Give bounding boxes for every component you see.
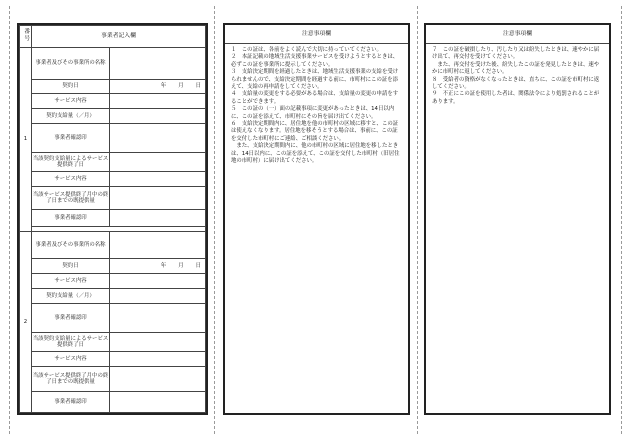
contract-amount-field[interactable] <box>110 288 206 303</box>
notes-panel-2 <box>424 23 611 415</box>
day-unit: 日 <box>195 263 201 270</box>
service-content-label: サービス内容 <box>32 94 110 109</box>
provided-amount-field[interactable] <box>110 366 206 391</box>
confirm-seal-label: 事業者確認印 <box>32 391 110 412</box>
day-unit: 日 <box>195 83 201 90</box>
note-item: ３ 支給決定期間を経過したときは、地域生活支援事業の支給を受けられませんので、支給決定期間を経過する前に、市町村にこの証を添えて、支給の再申請をしてください。 <box>231 69 399 91</box>
confirm-seal-field[interactable] <box>110 391 206 412</box>
provider-name-field[interactable] <box>110 48 206 80</box>
note-item: ８ 受給者の資格がなくなったときは、直ちに、この証を市町村に返してください。 <box>432 76 600 91</box>
contract-amount-label: 契約支給量（／月） <box>32 288 110 303</box>
fold-line-right <box>621 6 622 434</box>
entry-number: 1 <box>20 48 32 232</box>
fold-line-2 <box>417 6 418 434</box>
note-item: ５ この証の（一）面の記載事項に変更があったときは、14日以内に、この証を添えて、市町村にその旨を届け出てください。 <box>231 106 395 120</box>
contract-date-field[interactable] <box>110 259 206 274</box>
note-item: ６ 支給決定期間内に、居住地を他の市町村の区域に移すと、この証は使えなくなります。居住地を移そうとする場合は、事前に、この証を交付した市町村にご連絡、ご相談ください。 <box>231 121 399 142</box>
year-unit: 年 <box>160 263 167 270</box>
entry-number: 2 <box>20 232 32 413</box>
month-unit: 月 <box>178 83 184 90</box>
contract-amount-field[interactable] <box>110 109 206 124</box>
contract-date-label: 契約日 <box>32 259 110 274</box>
month-unit: 月 <box>178 263 184 270</box>
service-content-field[interactable] <box>110 94 206 109</box>
contract-date-field[interactable] <box>110 79 206 94</box>
service-content-label: サービス内容 <box>32 172 110 187</box>
confirm-seal-field[interactable] <box>110 209 206 226</box>
note-item: ７ この証を破損したり、汚したり又は紛失したときは、速やかに届け出て、再交付を受けてください。 <box>432 47 600 61</box>
confirm-seal-label: 事業者確認印 <box>32 303 110 332</box>
notes-panel-1 <box>223 23 410 415</box>
note-item: また、支給決定期間内に、他の市町村の区域に居住地を移したときは、14日以内に、この証を添えて、この証を交付した市町村（旧居住地の市町村）に届け出てください。 <box>231 143 400 165</box>
notes-list <box>426 44 609 106</box>
provider-entry-header: 事業者記入欄 <box>32 26 206 48</box>
confirm-seal-label: 事業者確認印 <box>32 209 110 226</box>
confirm-seal-field[interactable] <box>110 123 206 152</box>
note-item: ２ 本証記載の地域生活支援事業サービスを受けようとするときは、必ずこの証を事業所に提示してください。 <box>231 54 399 68</box>
provider-name-label: 事業者及びその事業所の名称 <box>32 48 110 80</box>
note-item: ９ 不正にこの証を使用した者は、関係法令により処罰されることがあります。 <box>432 91 600 105</box>
service-end-date-field[interactable] <box>110 332 206 351</box>
fold-line-left <box>9 6 10 434</box>
contract-date-label: 契約日 <box>32 79 110 94</box>
notes-list <box>225 44 408 166</box>
service-content-field[interactable] <box>110 274 206 289</box>
service-end-date-label: 当該契約支給量によるサービス提供終了日 <box>32 153 110 172</box>
contract-amount-label: 契約支給量（／月） <box>32 109 110 124</box>
notes-title: 注意事項欄 <box>225 25 408 44</box>
fold-line-1 <box>214 6 215 434</box>
confirm-seal-field[interactable] <box>110 303 206 332</box>
service-content-label: サービス内容 <box>32 351 110 366</box>
provider-name-label: 事業者及びその事業所の名称 <box>32 232 110 259</box>
notes-title: 注意事項欄 <box>426 25 609 44</box>
confirm-seal-label: 事業者確認印 <box>32 123 110 152</box>
service-content-field[interactable] <box>110 172 206 187</box>
service-end-date-field[interactable] <box>110 153 206 172</box>
provider-entry-table <box>19 25 206 413</box>
provided-amount-label: 当該サービス提供終了月中の終了日までの既提供量 <box>32 366 110 391</box>
service-end-date-label: 当該契約支給量によるサービス提供終了日 <box>32 332 110 351</box>
provider-entry-panel <box>17 23 208 415</box>
year-unit: 年 <box>160 83 167 90</box>
service-content-field[interactable] <box>110 351 206 366</box>
note-item: ４ 支給量の変更をする必要がある場合は、支給量の変更の申請をすることができます。 <box>231 91 399 105</box>
provided-amount-label: 当該サービス提供終了月中の終了日までの既提供量 <box>32 186 110 209</box>
number-column-header: 番号 <box>20 26 32 48</box>
note-item: また、再交付を受けた後、紛失したこの証を発見したときは、速やかに市町村に返してください。 <box>432 61 600 76</box>
note-item: １ この証は、各前をよく読んで大切に持っていてください。 <box>231 47 382 53</box>
provided-amount-field[interactable] <box>110 186 206 209</box>
service-content-label: サービス内容 <box>32 274 110 289</box>
provider-name-field[interactable] <box>110 232 206 259</box>
